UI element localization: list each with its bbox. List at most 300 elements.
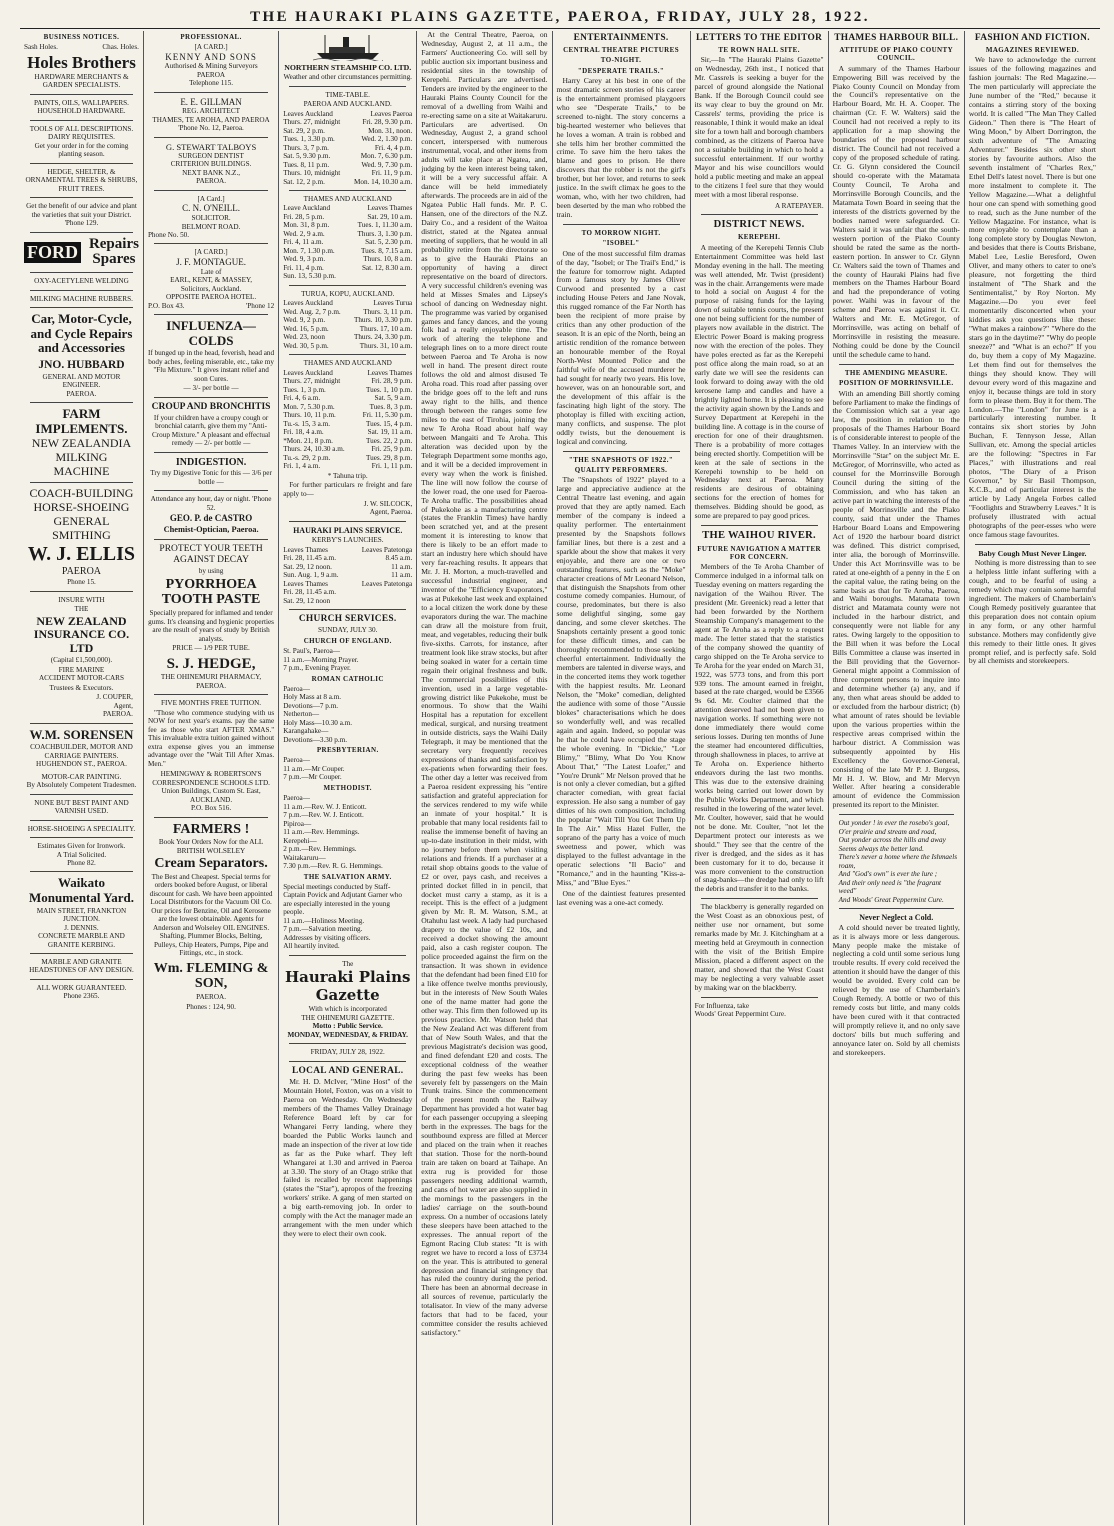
district-news-text: A meeting of the Kerepehi Tennis Club Entertainment Committee was held last Monday evening in the hall. The meeting was well attended, Mr. Twist (president) was in the chair. Arrangements were made to hold a social on August 4 for the purpose of raising funds for the laying down of suitable tennis courts, the present one not being sufficient for the number of players now available in the district. The Electric Power Board is making progress now with the erection of the poles. They have poles erected as far as the Kerepehi post office along the main road, so at an early date we will see the residents can look forward to doing away with the old kerosene lamp and candles and have a brightly lighted home. It is pleasing to see the activity again shown by the Lands and Survey Department at Kerepehi in the building line. A cottage is in the course of erection for one of their draughtsmen. There is a probability of more cottages being erected shortly. Competition will be keen at the sale of sections in the Kerepehi township to be held on Wednesday next at Paeroa. Many residents are desirous of obtaining sections for the erection of homes for themselves. Bidding should be good, as some are prepared to pay good prices. [694, 242, 824, 521]
blackberry-text: The blackberry is generally regarded on the West Coast as an obnoxious pest, of neither use nor ornament, but some remarks made by Mr. J. Kitchingham at a meeting held at Greymouth in connection with the visit of the British Empire Mission, placed a different aspect on the matter, and showed that the West Coast may be neglecting a very valuable asset by making war on the blackberry. [694, 902, 824, 992]
snapshots-text: The "Snapshots of 1922" played to a large and appreciative audience at the Central Theatre last evening, and again proved that they are aptly named. Each member of the company is indeed a quality performer. The entertainment presented by the Snapshots follows familiar lines, but there is a zest and a sparkle about the show that makes it very enjoyable, and there are one or two outstanding features, such as the "Moke" character creations of Mr Leonard Nelson, that distinguish the Snapshots from other costume comedy companies. Humour, of course, predominates, but there is also some delightful singing, some gay dancing, and some clever sketches. The Snapshots certainly present a good tonic for these difficult times, and can be thoroughly recommended to those seeking cheerful entertainment. Individually the members are talented in diverse ways, and in the concerted items they work together with the happiest results. Mr. Leonard Nelson, the "Moke" comedian, delighted the audience with some of those "Aussie blokes" characterisations which he does so wonderfully well, and was recalled again and again. Indeed, so popular was he that he could have occupied the stage the whole evening. In "Dickie," "Lor Blimy," "Blimy, What Do You Know About That," "The Latest Loafer," and "You're Drunk" Mr Nelson proved that he is not only a clever comedian, but a gifted character comedian, with great facial expression. He also sang a number of gay ditties of his own composition, including the popular "Wait Till You Get Them Up In The Air." Miss Hazel Fuller, the soprano of the party has a voice of much sweetness and power, which was displayed to the fullest advantage in the operatic selections "Il Bacio" and "Romance," and in the haunting "Kiss-a-Miss," and "Blue Eyes." [556, 475, 686, 887]
harbour-bill-sub: ATTITUDE OF PIAKO COUNTY COUNCIL. [839, 46, 954, 63]
timetable-cell: Tu.-s. 15, 3 a.m. [283, 419, 331, 428]
timetable-rows [283, 213, 412, 281]
timetable-header [283, 369, 412, 377]
farm-line: MILKING [55, 449, 108, 464]
pyorrhoea-price: PRICE — 1/9 PER TUBE. [172, 644, 250, 653]
timetable-header [283, 204, 412, 212]
timetable-cell: Mon. 7, 6.30 p.m. [360, 152, 413, 161]
farm-line: NEW ZEALANDIA [31, 436, 132, 451]
ford-spares: Spares [92, 251, 136, 268]
card-line: PAEROA [197, 70, 226, 79]
timetable-cell: 11 a.m. [391, 571, 413, 580]
hubbard-lines [24, 373, 139, 398]
kenny-card [148, 43, 274, 88]
church-block-line: 11 a.m.—Mr Couper. [283, 764, 345, 773]
timetable-cell: Fri. 1, 4 a.m. [283, 462, 321, 471]
insurance-line: ACCIDENT MOTOR-CARS [38, 674, 124, 683]
hedge-course: FIVE MONTHS FREE TUITION. [161, 699, 262, 708]
timetable-cell: Tues. 29, 8 p.m. [365, 453, 413, 462]
hubbard-line: GENERAL AND MOTOR [42, 372, 121, 381]
holes-line: HEDGE, SHELTER, & ORNAMENTAL TREES & SHRUBS, FRUIT TREES. [25, 167, 138, 193]
timetable-cell: Mon. 31, noon. [368, 126, 413, 135]
timetable-header [283, 546, 412, 554]
oneill-card [148, 195, 274, 240]
poem-line: Out yonder across the hills and away [838, 836, 946, 845]
professional-heading: PROFESSIONAL. [180, 33, 242, 41]
timetable-cell: Tues. 8, 11 p.m. [283, 160, 330, 169]
never-neglect-cold-text: A cold should never be treated lightly, as it is always more or less dangerous. Many people make the mistake of neglecting a cold until some serious lung trouble results. If every cold received the attention it should have the danger of this would be avoided. Every cold can be relieved by the use of Chamberlain's Cough Remedy. A bottle or two of this remedy costs but little, and many colds have been cured with it that contracted will promptly relieve it, and no only save doctors' bills but much suffering and annoyance later on. Sold by all chemists and storekeepers. [832, 922, 960, 1057]
card-line: 'Phone 12 [245, 301, 275, 310]
timetable-cell: Sat. 29, 12 noon [283, 596, 331, 605]
tt-col: Leaves Thames [367, 368, 413, 377]
insurance-lines [24, 666, 139, 683]
card-line: Authorised & Mining Surveyors [164, 62, 258, 71]
church-block-heading: METHODIST. [323, 783, 372, 792]
castro-name: GEO. P. de CASTRO [169, 513, 253, 524]
tt-col: Leaves Auckland [283, 368, 333, 377]
card-line: Telephone 115. [189, 79, 234, 88]
church-date: SUNDAY, JULY 30. [318, 626, 378, 635]
coach-line: GENERAL [53, 514, 110, 529]
letter-signature: A RATEPAYER. [775, 201, 824, 210]
timetable-row [283, 272, 412, 280]
montague-card [148, 248, 274, 310]
card-line: [A CARD.] [194, 43, 228, 52]
church-block-line: St. Paul's, Paeroa— [283, 647, 340, 656]
timetable-note: * Tahuna trip. [327, 471, 368, 480]
peppermint-line: For Influenza, take [694, 1001, 750, 1010]
ford-repairs: Repairs [88, 235, 139, 252]
church-block-line: Pipiroa— [283, 819, 312, 828]
church-block-line: All heartily invited. [283, 942, 340, 951]
waikato-line: J. DENNIS. [64, 923, 99, 932]
church-block-line: 7 p.m.—Salvation meeting. [283, 925, 363, 934]
church-block-heading: CHURCH OF ENGLAND. [303, 636, 392, 645]
holes-brothers-name: Holes Brothers [27, 52, 136, 72]
timetable-title: TURUA, KOPU, AUCKLAND. [301, 289, 395, 298]
timetable-row [283, 428, 412, 436]
timetable-cell: Wed. 9, 3 p.m. [283, 255, 326, 264]
church-block-line: 7 p.m.—Mr Couper. [283, 773, 342, 782]
church-block-line: 11 a.m.—Holiness Meeting. [283, 916, 365, 925]
card-line: [A CARD.] [194, 248, 228, 257]
ellis-town: PAEROA [61, 565, 102, 577]
timetable-cell: Mon. 7, 1.30 p.m. [283, 246, 335, 255]
pyorrhoea-name: PYORRHOEA TOOTH PASTE [161, 576, 261, 608]
church-block-line: Paeroa— [283, 794, 310, 803]
timetable-row [283, 445, 412, 453]
tt-col: Leaves Thames [283, 545, 328, 554]
entertainment-sub: CENTRAL THEATRE PICTURES [563, 46, 679, 55]
ford-ad [24, 237, 139, 269]
fleming-phone: Phones : 124, 90. [186, 1002, 236, 1011]
card-line: NEXT BANK N.Z., [182, 168, 241, 177]
timetable-cell: Thurs. 27, midnight [283, 118, 341, 127]
timetable-row [283, 135, 412, 143]
timetable-cell: Thurs. 31, 10 a.m. [359, 341, 413, 350]
painting-line: A Trial Solicited. [56, 850, 107, 859]
holes-line: HOUSEHOLD HARDWARE. [37, 107, 126, 116]
timetable-cell: Mon. 31, 8 p.m. [283, 221, 330, 230]
church-block-line: 11 a.m.—Rev. Hemmings. [283, 828, 360, 837]
timetable-heading: TIME-TABLE. [325, 90, 370, 99]
timetable-row [283, 403, 412, 411]
timetable-cell: Tues. 8, 7.15 a.m. [361, 246, 413, 255]
business-notices-heading: BUSINESS NOTICES. [43, 33, 120, 41]
poem-line: O'er prairie and stream and road, [838, 827, 937, 836]
timetable-cell: Mon. 14, 10.30 a.m. [353, 177, 413, 186]
timetable-cell: *Mon. 21, 8 p.m. [283, 436, 333, 445]
timetable-row [283, 554, 412, 562]
card-line: SURGEON DENTIST [178, 152, 244, 160]
timetable-cell: Thurs. 10, midnight [283, 169, 341, 178]
croup-text: If your children have a croupy cough or bronchial catarrh, give them my "Anti-Croup Mixture." A pleasant and effectual remedy — 2/- per bottle — [151, 413, 271, 448]
insure-with: INSURE WITH [58, 595, 105, 604]
hedge-name: S. J. HEDGE, [166, 655, 256, 672]
church-block-line: Paeroa— [283, 684, 310, 693]
ellis-phone: Phone 15. [67, 578, 96, 587]
agent-line: Agent, Paeroa. [369, 508, 413, 517]
timetable-row [283, 169, 412, 177]
gazette-date: FRIDAY, JULY 28, 1922. [310, 1048, 385, 1057]
timetable-cell: Tues. 22, 2 p.m. [365, 436, 413, 445]
timetable-row [283, 386, 412, 394]
timetable-cell: Fri. 28, 11.45 a.m. [283, 588, 337, 597]
car-repairs-title: Car, Motor-Cycle, and Cycle Repairs and Accessories [30, 311, 133, 356]
holes-line: DAIRY REQUISITES. [48, 133, 115, 142]
gazette-name: Hauraki Plains Gazette [284, 968, 411, 1004]
steamship-company: NORTHERN STEAMSHIP CO. LTD. [284, 63, 412, 72]
timetable-row [283, 230, 412, 238]
timetable-title: PAEROA AND AUCKLAND. [303, 100, 392, 109]
timetable-cell: Wed. Aug. 2, 7 p.m. [283, 307, 341, 316]
letters-heading: LETTERS TO THE EDITOR [695, 33, 823, 43]
timetable-cell: Sat. 5, 9.30 p.m. [283, 152, 331, 161]
timetable-row [283, 342, 412, 350]
farmers-text: Book Your Orders Now for the ALL BRITISH WOLSELEY [158, 838, 264, 855]
card-line: G. STEWART TALBOYS [165, 141, 257, 152]
timetable-row [283, 238, 412, 246]
timetable-cell: Mon. 7, 5.30 p.m. [283, 402, 335, 411]
entertainments-heading: ENTERTAINMENTS. [573, 33, 669, 43]
timetable-cell: Tues. 1, 3 p.m. [283, 385, 326, 394]
farmers-title: FARMERS ! [172, 821, 250, 837]
card-line: PAEROA. [196, 177, 226, 186]
timetable-cell: Sun. Aug. 1, 9 a.m. [283, 571, 339, 580]
timetable-cell: Fri. 11, 4 p.m. [283, 263, 324, 272]
timetable-cell: Thurs. 3, 1.30 p.m. [357, 229, 413, 238]
painting-line: Phone 82. [67, 859, 96, 867]
poem-line: Out yonder ! in ever the rosebo's goal, [838, 819, 950, 828]
morrinsville-sub: POSITION OF MORRINSVILLE. [838, 379, 954, 388]
timetable-cell: Fri. 18, 4 a.m. [283, 428, 324, 437]
timetable-header [283, 299, 412, 307]
never-neglect-cold-heading: Never Neglect a Cold. [859, 913, 934, 923]
card-line: BELMONT ROAD. [181, 222, 241, 231]
timetable-cell: Thurs. 10, 11 p.m. [283, 411, 336, 420]
timetable-cell: Sat. 5, 9 a.m. [374, 394, 413, 403]
insurance-line: FIRE MARINE [58, 665, 105, 674]
card-line: C. N. O'NEILL. [182, 203, 240, 214]
card-line: Solicitors, Auckland. [180, 284, 242, 293]
steamship-note: Weather and other circumstances permitting. [283, 73, 412, 82]
entertainment-sub: "THE SNAPSHOTS OF 1922." [568, 455, 674, 464]
church-block-line: Karangahake— [283, 727, 329, 736]
column-local-news [417, 31, 552, 1525]
timetable-row [283, 580, 412, 588]
timetable-row [283, 411, 412, 419]
holes-line: Get the benefit of our advice and plant the varieties that suit your District. [26, 202, 137, 219]
magazines-text: We have to acknowledge the current issues of the following magazines and fashion journals: The Red Magazine.—The men particularly will appreciate the June number of the "Red," because it contains a stirring story of the boxing world. It is called "The Man They Called Gideon." Then there is "The Heart of Wing Moon," by Albert Dorrington, the sixth adventure of "The Amazing Adventurer." Besides six other short stories by favourite authors. Also the seventh instalment of "Charles Rex," Ethel Dell's latest novel. There is but one more instalment to complete it. The Yellow Magazine.—What a delightful hour one can spend with something good to read, such as the June number of the Yellow Magazine. For instance, what is more enjoyable to contemplate than a long complete story by Douglas Newton, and besides that there is Coutts Brisbane, Mabel Lee, Leslie Beresford, Owen Oliver, and many others to cater to one's pleasure, not forgetting the third instalment of "The Shark and the Sentimentalist," by Roy Norton. My Magazine.—Do you ever feel momentarily disconcerted when your kiddies ask you questions like these: "What makes a rainbow?" "Where do the stars go in the daytime?" "Why do people sneeze?" and "What is an echo?" If you do, buy them a copy of My Magazine. Let them find out for themselves the things they should know. They will devour every word of this magazine and enjoy it, because things are told in story form to please them. Buy it for them. The London.—The "London" for June is a particularly interesting number. It contains six short stories by John Buchan, F. Tennyson Jesse, Allan Sullivan, etc. Among the special articles are the following: "Spectres in Far Places," with illustrations and real photos, "The Diary of a Prison Governor," by Sir Basil Thompson, K.C.B., and of particular interest is the article by Lady Angela Forbes called "Footlights and Strawberry Leaves." It is profusely illustrated with actual photographs of the peer-esses who were once famous stage favourites. [968, 55, 1096, 539]
timetable-cell: Tues. 8, 3 p.m. [369, 402, 413, 411]
timetable-row [283, 437, 412, 445]
hedge-sub: THE OHINEMURI PHARMACY, PAEROA. [160, 673, 262, 690]
tt-col: Leaves Thames [367, 204, 413, 213]
timetable-cell: Fri. 4, 6 a.m. [283, 394, 321, 403]
timetable-cell: Fri. 28, 9.30 p.m. [362, 118, 413, 127]
harbour-bill-text: A summary of the Thames Harbour Empowering Bill was received by the Piako County Council on Monday from the Council's representative on the Harbour Board, Mr. H. A. Cooper. The chairman (Cr. F. W. Walters) said the Council had not received a reply to its application for a map showing the boundaries of the proposed harbour district. The Council had not received a copy of the proposed schedule of rating. Cr. G. Glynn considered the Council should co-operate with the Matamata County Council, Te Aroha and Morrinsville Borough Councils, and the Matamata Town Board in seeing that the interests of the districts governed by the bodies named were safeguarded. Cr. Walters said it was unfair that the south-western portion of the Piako County should be rated the same as the north-eastern portion. In answer to Cr. Glynn Cr. Walters said the town of Thames and the county of Hauraki Plains had five members on the Thames Harbour Board and had the preponderance of voting power. Waihi was in favour of the scheme and Paeroa was against it. Cr. Walters and Mr. E. McGregor, of Morrinsville, was acting on behalf of Morrinsville in resisting the measure. Nothing could be done by the Council until the schedule came to hand. [832, 63, 960, 360]
timetable-cell: Fri. 1, 11 p.m. [371, 462, 413, 471]
coach-line: SMITHING [52, 527, 111, 542]
coach-line: HORSE-SHOEING [33, 500, 130, 515]
timetable-cell: Wed. 16, 5 p.m. [283, 324, 329, 333]
amending-measure-text: With an amending Bill shortly coming before Parliament to make the findings of the Commission which sat a year ago law, the position in relation to the proposals of the Thames Harbour Board is of considerable interest to people of the Thames Valley. In an interview with the Morrinsville "Star" on the subject Mr. E. McGregor, of Morrinsville, who acted as counsel for the Morrinsville Borough Council during the sitting of the Commission, and who has taken an active part in watching the interests of the people of Morrinsville and the Piako county, said that under the Thames Harbour Board Loans and Empowering Act of 1920 the harbour board district was defined. This district comprised, inter alia, the borough of Morrinsville. Under this Act Morrinsville was to be rated at one-eighth of a penny in the £ on the capital value, the rating being on the same basis as that for Te Aroha, Paeroa, and Waihi boroughs. Matamata town district and Matamata county were not included in the harbour district, and consequently were not liable for any rates. Owing largely to the opposition to the Bill when it was before the Local Bills Committee a clause was inserted in the Bill providing that the Governor-General might appoint a Commission of three competent persons to inquire into and determine whether (a) any, and if any, then what areas should be added to or excluded from the harbour district; (b) what amount of rates should be leviable upon the various properties within the respective areas comprised within the harbour district. A Commission was subsequently appointed by His Excellency the Governor-General, consisting of the late Mr P. J. Burgess, Mr H. J. W. Blow, and Mr Mervyn Weller. After hearing a considerable amount of evidence the Commission presented its report to the Minister. [832, 388, 960, 810]
gazette-lines [283, 1005, 412, 1039]
fashion-fiction-heading: FASHION AND FICTION. [974, 33, 1090, 43]
timetable-row [283, 308, 412, 316]
teeth-title: PROTECT YOUR TEETH AGAINST DECAY [159, 543, 263, 566]
timetable-cell: Tues. 1, 11.30 a.m. [357, 221, 413, 230]
timetable-rows [283, 118, 412, 186]
peppermint-line: Woods' Great Peppermint Cure. [694, 1010, 786, 1019]
church-block-line: 7.30 p.m.—Rev. R. G. Hemmings. [283, 862, 383, 871]
sorensen-name: W.M. SORENSEN [29, 726, 134, 742]
card-line: 'Phone No. 12, Paeroa. [178, 124, 244, 133]
timetable-title: THAMES AND AUCKLAND [303, 195, 392, 203]
card-line: OPPOSITE PAEROA HOTEL. [165, 293, 257, 302]
timetable-cell: Sat. 29, 10 a.m. [367, 212, 413, 221]
gazette-line: Motto : Public Service. [312, 1022, 383, 1031]
waikato-line: MARBLE AND GRANITE HEADSTONES OF ANY DESIGN. [29, 958, 134, 975]
holes-line: TOOLS OF ALL DESCRIPTIONS. [29, 124, 134, 133]
peppermint-poem [833, 819, 960, 904]
timetable-row [283, 333, 412, 341]
amending-measure-sub: THE AMENDING MEASURE. [844, 369, 948, 378]
tt-col: Leaves Auckland [283, 299, 333, 308]
hemingway-card [148, 770, 274, 812]
waikato-line: MAIN STREET, FRANKTON JUNCTION. [36, 906, 127, 924]
pyorrhoea-text: Specially prepared for inflamed and tender gums. It's cleansing and hygienic properties are the result of years of study by British analysts. [148, 609, 274, 643]
timetable-row [283, 462, 412, 470]
couper-line: PAEROA. [103, 710, 133, 719]
column-fashion-fiction [965, 31, 1100, 1525]
painting-line: MOTOR-CAR PAINTING. [41, 772, 122, 781]
ellis-name: W. J. ELLIS [27, 542, 136, 565]
waikato-line: ALL WORK GUARANTEED. [36, 983, 127, 992]
card-line: HEMINGWAY & ROBERTSON'S [160, 770, 262, 779]
painting-line: Estimates Given for Ironwork. [37, 842, 126, 851]
poem-line: And their only need is "the fragrant weed" [838, 878, 942, 896]
timetable-row [283, 264, 412, 272]
church-block-line: 7 p.m., Evening Prayer. [283, 664, 351, 673]
timetable-cell: Thurs. 3, 11 p.m. [363, 307, 413, 316]
gazette-line: With which is incorporated [308, 1005, 387, 1014]
district-news-heading: DISTRICT NEWS. [713, 219, 805, 231]
holes-line: PAINTS, OILS, WALLPAPERS. [33, 98, 129, 107]
church-block-line: Holy Mass at 8 a.m. [283, 693, 342, 702]
timetable-row [283, 178, 412, 186]
columns [20, 31, 1100, 1525]
church-block-heading: PRESBYTERIAN. [316, 746, 379, 755]
church-block-line: Paeroa— [283, 756, 310, 765]
church-block-heading: ROMAN CATHOLIC [311, 674, 384, 683]
ford-logo: FORD [24, 242, 81, 263]
card-line: AUCKLAND. [190, 795, 233, 804]
entertainment-sub: "DESPERATE TRAILS." [577, 66, 665, 75]
holes-tagline [24, 43, 139, 51]
card-line: THAMES, TE AROHA, AND PAEROA [152, 115, 270, 124]
card-line: E. E. GILLMAN [180, 96, 242, 107]
steamship-icon [313, 33, 383, 61]
hubbard-name: JNO. HUBBARD [38, 358, 125, 371]
timetable-cell: Fri. 4, 4 p.m. [374, 143, 413, 152]
timetable-row [283, 255, 412, 263]
timetable-cell: Tues. 15, 4 p.m. [365, 419, 413, 428]
timetable-cell: Leaves Thames [283, 579, 328, 588]
timetable-title: THAMES AND AUCKLAND [303, 359, 392, 368]
poem-line: Seems always the better land. [838, 844, 924, 853]
painting-line: NONE BUT BEST PAINT AND VARNISH USED. [34, 798, 129, 816]
timetable-row [283, 127, 412, 135]
silcock-agent [283, 500, 412, 517]
timetable-row [283, 144, 412, 152]
card-line: EARL, KENT, & MASSEY, [170, 276, 253, 285]
timetable-paeroa-auckland [283, 100, 412, 186]
timetable-cell: 11 a.m. [391, 562, 413, 571]
timetable-row [283, 325, 412, 333]
church-block-line: Netherton— [283, 710, 320, 719]
holes-line: GARDEN SPECIALISTS. [42, 81, 121, 90]
indigestion-text: Try my Digestive Tonic for this — 3/6 per bottle — [150, 469, 272, 486]
waihou-river-text: Members of the Te Aroha Chamber of Commerce indulged in a informal talk on Tuesday evening on matters regarding the navigation of the Waihou River. The president (Mr. Greenick) read a letter that had been forwarded by the Northern Steamship Company's management to the agent at Te Aroha as a reply to a request made. The letter stated that the statistics of the company showed the quantity of cargo shipped on the Te Aroha service to Te Aroha for the year ended on March 31, 1922, was 5773 tons, and from this port 939 tons. The amount earned in freight, based at the rate charged, would be £3566 9s 6d. Mr. Coulter claimed that the attention deserved had not been given to navigation works. If something were not done immediately there would come serious losses. During ten months of June the steamer had encountered difficulties, through shallowness in places, to arrive at Te Aroha on. Experience hitherto endeavors during the last two months. This was due to the extensive draining works being carried out lower down by the Public Works Department, and which resulted in the lowering of the water level. Mr. Coulter, however, said that he would not be done. Mr. Coulter, "not let the Department protect our interests as we should." They see that the centre of the river is dredged, and the sides as it has been customary for it to do, because it was more convenient to the construction of snag-banks—the dredge had only to lift the debris and transfer it to the banks. [694, 562, 824, 894]
painting-line: HORSE-SHOEING A SPECIALITY. [27, 824, 136, 833]
entertainment-sub: "ISOBEL" [602, 239, 640, 248]
timetable-cell: Leaves Patetonga [361, 579, 413, 588]
rubbers-line: MILKING MACHINE RUBBERS. [30, 294, 133, 303]
church-block-line: 11 a.m.—Morning Prayer. [283, 655, 359, 664]
timetable-row [283, 454, 412, 462]
sorensen-line: HUGHENDON ST., PAEROA. [36, 760, 127, 769]
kerbys-launches: KERBY'S LAUNCHES. [311, 536, 384, 545]
timetable-cell: Sat. 29, 2 p.m. [283, 126, 325, 135]
masthead: THE HAURAKI PLAINS GAZETTE, PAEROA, FRIDAY, JULY 28, 1922. [250, 9, 870, 25]
timetable-cell: Sat. 19, 11 a.m. [367, 428, 413, 437]
timetable-row [283, 221, 412, 229]
sorensen-line: COACHBUILDER, MOTOR AND CARRIAGE PAINTERS. [30, 743, 133, 760]
timetable-thames-auckland-2 [283, 359, 412, 480]
attendance-text: Attendance any hour, day or night. 'Phone 52. [150, 495, 272, 512]
insurance-capital: (Capital £1,500,000). [50, 656, 113, 665]
timetable-cell: Thurs. 17, 10 a.m. [359, 324, 413, 333]
card-line: Union Buildings, Custom St. East, [161, 787, 261, 796]
poem-line: There's never a home where the Ishmaels roam, [838, 853, 957, 870]
timetable-cell: Thurs. 3, 7 p.m. [283, 143, 329, 152]
church-block-line: Devotions—3.30 p.m. [283, 735, 348, 744]
timetable-cell: Wed. 9, 7.30 p.m. [361, 160, 413, 169]
harbour-bill-heading: THAMES HARBOUR BILL. [834, 33, 959, 43]
waikato-line: Phone 2365. [63, 992, 100, 1001]
farm-line: MACHINE [53, 463, 110, 478]
painting-line: By Absolutely Competent Tradesmen. [26, 781, 137, 790]
local-general-text: Mr. H. D. McIver, "Mine Host" of the Mountain Hotel, Foxton, was on a visit to Paeroa on Wednesday. On Wednesday members of the Thames Valley Drainage Reference Board left by car for Whangarei Ferry landing, where they boarded the Public Works launch and made an inspection of the river at low tide as far as the Puke wharf. They left Whangarei at 1.30 and arrived in Paeroa at 3.30. The story of an Otago strike that failed is recalled by recent happenings (states the "Star"), apropos of the freezing workers' strike. A gang of men started on a big earth-removing job. In order to comply with the Act the manager made an arrangement with the men under which they were to elect their own cook. [283, 1077, 413, 1239]
timetable-cell: 8.45 a.m. [385, 554, 413, 563]
insure-the: THE [74, 605, 89, 614]
snapshots-tail: One of the daintiest features presented last evening was a one-act comedy. [556, 888, 686, 907]
waikato-lines [24, 907, 139, 1001]
timetable-row [283, 563, 412, 571]
timetable-cell: Thurs. 24, 10.30 a.m. [283, 445, 345, 454]
timetable-turua [283, 290, 412, 350]
tt-col: Leaves Auckland [283, 109, 333, 118]
farm-implements-title: FARM IMPLEMENTS. [35, 405, 128, 436]
timetable-cell: Wed. 23, noon [283, 333, 325, 342]
timetable-row [283, 377, 412, 385]
timetable-cell: Sat. 5, 2.30 p.m. [365, 238, 413, 247]
waihou-river-sub: FUTURE NAVIGATION A MATTER FOR CONCERN. [697, 544, 821, 561]
church-services-title: CHURCH SERVICES. [298, 614, 397, 625]
tt-col: Leave Auckland [283, 204, 331, 213]
letter-text: Sir,—In "The Hauraki Plains Gazette" on Wednesday, 26th inst., I noticed that Mr. Cassrels is seeking a buyer for the parcel of ground alongside the National Bank. If the Borough Council could see its way clear to buy the ground on Mr. Cassrels' terms, providing the price is reasonable, I think it would make an ideal site for a town hall and borough chambers combined, as the citizens of Paeroa have not a suitable building in which to hold a successful entertainment. If our worthy Mayor and his wise councillors would hold a public meeting and make an appeal to the citizens I feel sure that they would meet with a most liberal response. [694, 55, 824, 199]
new-zealandia-ad [24, 437, 139, 478]
timetable-rows [283, 308, 412, 350]
entertainment-sub: TO-NIGHT. [600, 56, 642, 65]
desperate-trails-text: Harry Carey at his best in one of the most dramatic screen stories of his career is the entertainment promised playgoers who see "Desperate Trails," to be screened to-night. The story concerns a big-hearted westerner who believes that he loves a woman. A train is robbed and she tells him her brother committed the crime. To save him the hero takes the blame and goes to prison. He there discovers that the robber is not the girl's brother, but her lover, and returns to seek justice. In the swift climax he goes to the woman, who, with her two children, had been deserted by the man who robbed the train. [556, 75, 686, 220]
timetable-cell: Fri. 28, 11.45 a.m. [283, 554, 337, 563]
column-shipping-church [279, 31, 417, 1525]
card-line: CRITERION BUILDINGS. [170, 160, 252, 169]
timetable-row [283, 420, 412, 428]
tt-col: Leaves Paeroa [370, 109, 413, 118]
influenza-price: — 3/- per bottle — [183, 384, 239, 393]
hubbard-line: ENGINEER. [62, 381, 101, 390]
couper-line: Agent, [113, 701, 133, 710]
district-news-sub: KEREPEHI. [737, 233, 781, 242]
waikato-monumental-name: Waikato Monumental Yard. [28, 875, 134, 906]
croup-title: CROUP AND BRONCHITIS [151, 401, 271, 412]
masthead-rule [20, 28, 1100, 29]
tagline-right: Chas. Holes. [102, 43, 139, 52]
timetable-cell: Tues. 1, 3.30 p.m. [283, 135, 335, 144]
timetable-cell: Thurs. 10, 8 a.m. [363, 255, 413, 264]
timetable-cell: Thurs. 10, 3.30 p.m. [353, 316, 413, 325]
church-block-line: 7 p.m.—Rev. W. J. Enticott. [283, 811, 364, 820]
launch-timetable [283, 546, 412, 605]
church-block-line: Holy Mass—10.30 a.m. [283, 718, 353, 727]
timetable-row [283, 316, 412, 324]
painting-lines [24, 773, 139, 868]
couper-agent [24, 693, 139, 718]
timetable-rows [283, 377, 412, 470]
welding-line: OXY-ACETYLENE WELDING [34, 277, 129, 286]
timetable-cell: Fri. 4, 11 a.m. [283, 238, 324, 247]
timetable-cell: Sat. 12, 2 p.m. [283, 177, 325, 186]
hauraki-plains-service-title: HAURAKI PLAINS SERVICE. [293, 525, 403, 535]
gazette-line: THE OHINEMURI GAZETTE. [301, 1013, 395, 1022]
influenza-text: If bunged up in the head, feverish, head and body aches, feeling miserable, etc., take my "Flu Mixture." It gives instant relief and soon Cures. [147, 349, 275, 383]
timetable-cell: Fri. 11, 9 p.m. [371, 169, 413, 178]
